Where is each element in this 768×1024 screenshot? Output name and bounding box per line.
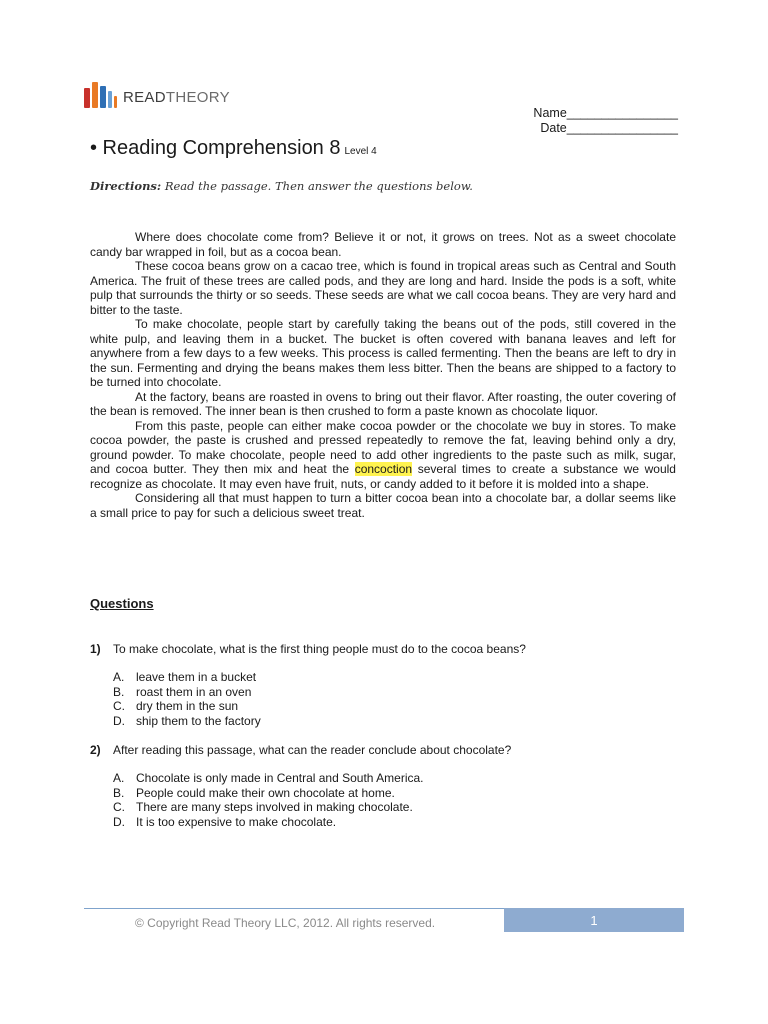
question-2-number: 2) — [90, 743, 101, 757]
option-letter: D. — [113, 814, 125, 829]
logo-suffix: THEORY — [165, 89, 230, 106]
logo-book-red — [84, 88, 90, 108]
readtheory-logo — [84, 80, 230, 108]
option-letter: C. — [113, 699, 125, 713]
name-date-block — [533, 106, 678, 136]
option-text: ship them to the factory — [136, 713, 261, 728]
page-title — [90, 137, 377, 160]
option-letter: D. — [113, 713, 125, 728]
passage-paragraph-3: To make chocolate, people start by carefully taking the beans out of the pods, still covered in the white pulp, and leaving them in a bucket. The bucket is often covered with banana leaves and left for anywhere from a few days to a few weeks. This process is called fermenting. Then the beans are left to dry in the sun. Fermenting and drying the beans makes them less bitter. Then the beans are shipped to a factory to be turned into chocolate. — [90, 317, 676, 389]
page-number: 1 — [590, 912, 598, 928]
question-2 — [90, 743, 690, 829]
option-text: dry them in the sun — [136, 699, 239, 713]
name-field: Name________________ — [533, 106, 678, 120]
answer-option[interactable] — [113, 800, 690, 815]
option-text: It is too expensive to make chocolate. — [136, 814, 337, 829]
option-text: roast them in an oven — [136, 684, 252, 699]
option-letter: A. — [113, 670, 125, 684]
passage-paragraph-6: Considering all that must happen to turn a bitter cocoa bean into a chocolate bar, a dollar seems like a small price to pay for such a delicious sweet treat. — [90, 491, 676, 520]
option-letter: A. — [113, 771, 125, 785]
option-letter: B. — [113, 785, 125, 800]
passage-paragraph-2: These cocoa beans grow on a cacao tree, which is found in tropical areas such as Central and South America. The fruit of these trees are called pods, and they are long and hard. Inside the pods is a soft, white pulp that surrounds the thirty or so seeds. These seeds are what we call cocoa beans. They are very hard and bitter to the taste. — [90, 259, 676, 317]
option-text: Chocolate is only made in Central and South America. — [136, 771, 424, 785]
date-field: Date________________ — [540, 121, 678, 135]
question-1-stem: To make chocolate, what is the first thing people must do to the cocoa beans? — [113, 642, 526, 656]
logo-book-small — [114, 96, 117, 108]
logo-book-blue — [100, 86, 106, 108]
logo-wordmark — [123, 89, 230, 106]
option-text: leave them in a bucket — [136, 670, 257, 684]
answer-option[interactable] — [113, 786, 690, 801]
questions-heading: Questions — [90, 596, 154, 611]
answer-option[interactable] — [113, 685, 690, 700]
answer-option[interactable] — [113, 815, 690, 830]
question-2-stem: After reading this passage, what can the reader conclude about chocolate? — [113, 743, 512, 757]
paragraph-5-before: From this paste, people can either make cocoa powder or the chocolate we buy in stores. To make cocoa powder, the paste is crushed and pressed repeatedly to remove the fat, leaving behind only a dry, ground powder. To make chocolate, people need to add other ingredients to the paste such as milk, sugar, and cocoa butter. They then mix and heat the — [90, 418, 676, 476]
option-text: People could make their own chocolate at home. — [136, 785, 395, 800]
logo-book-orange — [92, 82, 98, 108]
question-2-options — [113, 771, 690, 829]
answer-option[interactable] — [113, 670, 690, 685]
passage-paragraph-4: At the factory, beans are roasted in ovens to bring out their flavor. After roasting, the outer covering of the bean is removed. The inner bean is then crushed to form a paste known as chocolate liquor. — [90, 389, 676, 418]
logo-brand: READ — [123, 89, 166, 106]
option-letter: C. — [113, 800, 125, 814]
logo-book-lightblue — [108, 91, 112, 108]
question-1-options — [113, 670, 690, 728]
answer-option[interactable] — [113, 771, 690, 786]
option-letter: B. — [113, 684, 125, 699]
directions-text: Read the passage. Then answer the questions below. — [164, 179, 473, 193]
title-level: Level 4 — [344, 146, 377, 157]
footer-copyright: © Copyright Read Theory LLC, 2012. All rights reserved. — [135, 916, 436, 930]
option-text: There are many steps involved in making chocolate. — [136, 800, 413, 814]
passage-paragraph-5 — [90, 419, 676, 492]
question-1 — [90, 642, 690, 728]
highlighted-word: concoction — [354, 462, 413, 476]
answer-option[interactable] — [113, 714, 690, 729]
directions-label: Directions: — [90, 179, 162, 193]
page-number-badge — [504, 908, 684, 932]
title-text: • Reading Comprehension 8 — [90, 137, 341, 159]
directions — [90, 179, 473, 193]
question-1-number: 1) — [90, 642, 101, 656]
answer-option[interactable] — [113, 699, 690, 714]
paragraph-5-after: several times to create a substance we would recognize as chocolate. It may even have fruit, nuts, or candy added to it before it is molded into a shape. — [90, 462, 676, 491]
reading-passage — [90, 230, 676, 520]
passage-paragraph-1: Where does chocolate come from? Believe it or not, it grows on trees. Not as a sweet chocolate candy bar wrapped in foil, but as a cocoa bean. — [90, 230, 676, 259]
logo-books-icon — [84, 82, 117, 108]
